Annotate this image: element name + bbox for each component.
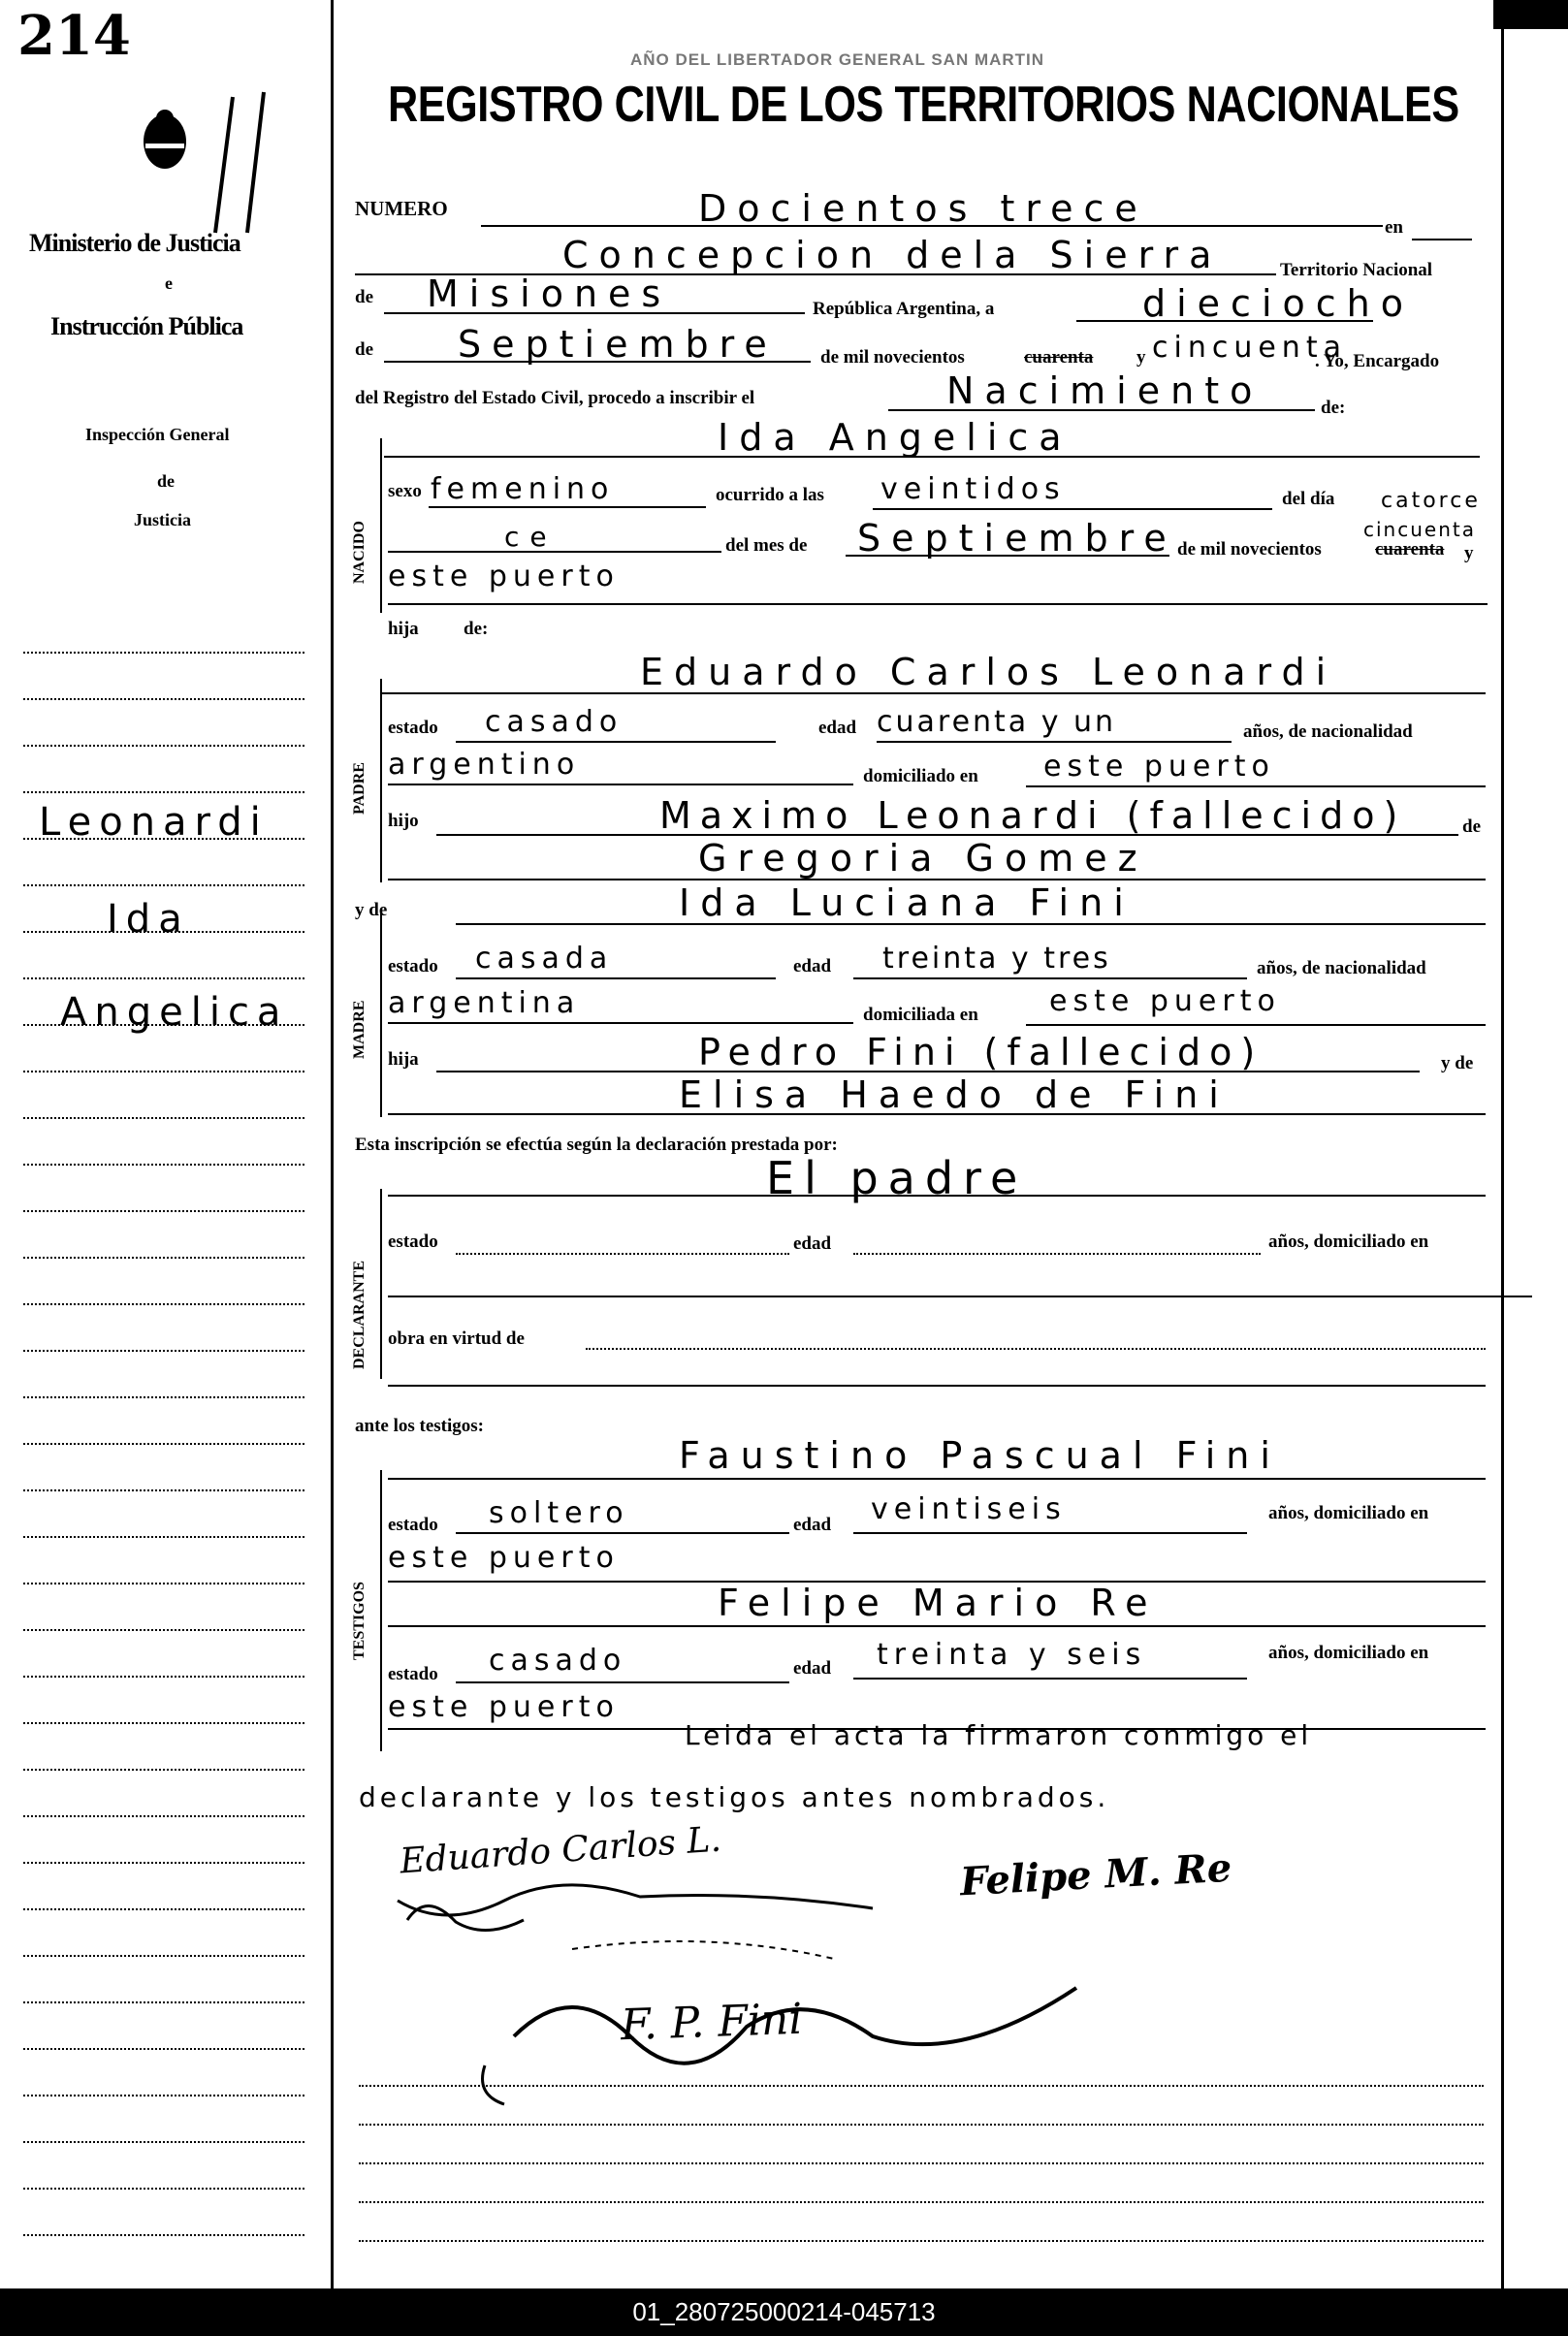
bracket-testigos (380, 1470, 382, 1751)
margin-ruled-line (23, 1350, 304, 1352)
body-ruled-line (359, 2124, 1484, 2126)
page-title: REGISTRO CIVIL DE LOS TERRITORIOS NACIONALES (388, 77, 1459, 133)
label-obra: obra en virtud de (388, 1328, 525, 1349)
label-decl-anos: años, domiciliado en (1268, 1232, 1429, 1252)
value-sexo[interactable]: femenino (431, 472, 615, 506)
margin-ruled-line (23, 1862, 304, 1864)
margin-ruled-line (23, 1164, 304, 1166)
label-madre-anos: años, de nacionalidad (1257, 958, 1426, 978)
image-id-footer: 01_280725000214-045713 (0, 2288, 1568, 2336)
value-numero[interactable]: Docientos trece (698, 187, 1148, 230)
margin-ruled-line (23, 1396, 304, 1398)
label-numero: NUMERO (355, 197, 448, 220)
inspection-line-2: de (157, 471, 175, 491)
value-madre-madre[interactable]: Elisa Haedo de Fini (679, 1073, 1230, 1116)
value-t2-edad[interactable]: treinta y seis (877, 1638, 1147, 1672)
margin-ruled-line (23, 1443, 304, 1445)
top-corner-shadow (1493, 0, 1568, 29)
label-y: y (1136, 347, 1146, 368)
value-t2-estado[interactable]: casado (489, 1644, 627, 1678)
label-de-mil: de mil novecientos (820, 347, 965, 368)
line-obra (586, 1348, 1486, 1350)
value-padre-estado[interactable]: casado (485, 705, 624, 739)
label-padre-anos: años, de nacionalidad (1243, 721, 1413, 742)
label-madre-hija: hija (388, 1049, 419, 1070)
label-de-mil-2: de mil novecientos (1177, 539, 1322, 560)
label-padre-estado: estado (388, 718, 438, 738)
margin-ruled-line (23, 652, 304, 654)
coat-of-arms-icon (136, 105, 194, 175)
label-t2-anos: años, domiciliado en (1268, 1643, 1429, 1663)
body-ruled-line (359, 2085, 1484, 2087)
margin-ruled-line (23, 698, 304, 700)
inspection-line-1: Inspección General (85, 425, 230, 444)
value-t1-estado[interactable]: soltero (489, 1496, 629, 1530)
line-madre-edad (853, 977, 1247, 979)
value-t2-domicilio[interactable]: este puerto (388, 1690, 620, 1724)
line-decl-estado (456, 1253, 789, 1255)
label-sexo: sexo (388, 481, 422, 501)
value-madre-nombre[interactable]: Ida Luciana Fini (679, 881, 1135, 924)
margin-ruled-line (23, 2234, 304, 2236)
label-t1-estado: estado (388, 1515, 438, 1535)
line-t1-estado (456, 1532, 789, 1534)
margin-ruled-line (23, 977, 304, 979)
line-testigo1-nombre (388, 1478, 1486, 1480)
margin-ruled-line (23, 1769, 304, 1771)
signature-1: Eduardo Carlos L. (398, 1819, 723, 1882)
line-madre-domicilio (1026, 1024, 1486, 1026)
margin-ruled-line (23, 1629, 304, 1631)
line-madre-nacionalidad (388, 1022, 853, 1024)
value-lugar[interactable]: Concepcion dela Sierra (562, 234, 1223, 276)
ministry-line-2: e (165, 273, 173, 293)
margin-surname: Leonardi (39, 800, 269, 845)
label-ocurrido: ocurrido a las (716, 485, 824, 505)
line-dia-nac (388, 551, 721, 553)
bracket-declarante (380, 1189, 382, 1379)
margin-ruled-line (23, 2141, 304, 2143)
label-de3: de: (464, 619, 489, 639)
label-madre-y-de: y de (1441, 1053, 1474, 1073)
value-t1-edad[interactable]: veintiseis (871, 1492, 1067, 1526)
margin-ruled-line (23, 2048, 304, 2050)
value-lugar-nac[interactable]: este puerto (388, 560, 620, 593)
line-padre-nacionalidad (388, 784, 853, 785)
label-republica: República Argentina, a (813, 299, 995, 319)
label-cuarenta-struck: cuarenta (1024, 347, 1094, 368)
label-padre-edad: edad (818, 718, 857, 738)
label-t1-anos: años, domiciliado en (1268, 1503, 1429, 1523)
value-madre-estado[interactable]: casada (475, 942, 614, 976)
margin-name-1: Ida (107, 897, 190, 942)
line-madre-estado (456, 977, 776, 979)
margin-ruled-line (23, 1955, 304, 1957)
inspection-line-3: Justicia (134, 510, 192, 529)
value-testigo2-nombre[interactable]: Felipe Mario Re (718, 1582, 1159, 1624)
margin-ruled-line (23, 1676, 304, 1678)
label-de2: de (355, 339, 373, 360)
bracket-nacido (380, 438, 382, 613)
value-nombre[interactable]: Ida Angelica (718, 416, 1072, 459)
value-dia-nac-2[interactable]: ce (504, 521, 558, 553)
line-decl-domicilio (388, 1296, 1532, 1297)
closing-line-1: Leida el acta la firmaron conmigo el (685, 1719, 1313, 1751)
value-hora[interactable]: veintidos (880, 472, 1066, 506)
side-label-madre: MADRE (351, 1000, 368, 1059)
label-territorio: Territorio Nacional (1280, 260, 1433, 280)
value-padre-edad[interactable]: cuarenta y un (877, 705, 1117, 739)
bracket-padre (380, 679, 382, 882)
line-en (1412, 239, 1472, 240)
line-t2-edad (853, 1678, 1247, 1680)
label-de-colon: de: (1321, 398, 1346, 418)
value-dia[interactable]: dieciocho (1142, 282, 1414, 325)
label-madre-edad: edad (793, 956, 832, 976)
margin-ruled-line (23, 1303, 304, 1305)
label-inscripcion: Esta inscripción se efectúa según la declaración prestada por: (355, 1135, 838, 1155)
right-page-edge (1501, 0, 1504, 2288)
label-ante: ante los testigos: (355, 1416, 484, 1436)
margin-ruled-line (23, 1583, 304, 1584)
value-t1-domicilio[interactable]: este puerto (388, 1541, 620, 1575)
signature-3: F. P. Fini (620, 1994, 804, 2051)
label-de: de (355, 287, 373, 307)
side-label-testigos: TESTIGOS (351, 1582, 368, 1660)
line-padre-edad (877, 741, 1232, 743)
value-anio-nac-correction[interactable]: cincuenta (1363, 518, 1476, 541)
value-acto[interactable]: Nacimiento (946, 369, 1264, 412)
label-del-mes: del mes de (725, 535, 808, 556)
margin-ruled-line (23, 745, 304, 747)
label-t2-estado: estado (388, 1664, 438, 1684)
line-decl-edad (853, 1253, 1261, 1255)
value-dia-nac-1[interactable]: catorce (1381, 489, 1481, 513)
label-del-registro: del Registro del Estado Civil, procedo a inscribir el (355, 388, 755, 408)
line-hora (873, 508, 1272, 510)
value-anio[interactable]: cincuenta (1152, 331, 1347, 365)
closing-line-2: declarante y los testigos antes nombrados. (359, 1781, 1110, 1813)
label-cuarenta-struck-2: cuarenta (1375, 539, 1445, 560)
label-decl-estado: estado (388, 1232, 438, 1252)
page-number: 214 (17, 4, 131, 68)
body-ruled-line (359, 2240, 1484, 2242)
label-madre-estado: estado (388, 956, 438, 976)
label-padre-hijo: hijo (388, 811, 419, 831)
label-t1-edad: edad (793, 1515, 832, 1535)
margin-ruled-line (23, 1815, 304, 1817)
side-label-declarante: DECLARANTE (351, 1260, 368, 1369)
label-en: en (1385, 217, 1403, 238)
label-hija: hija (388, 619, 419, 639)
label-y2: y (1464, 543, 1474, 563)
value-madre-edad[interactable]: treinta y tres (882, 942, 1111, 976)
label-madre-domicilio: domiciliada en (863, 1005, 978, 1025)
ministry-line-3: Instrucción Pública (50, 312, 243, 340)
value-padre-domicilio[interactable]: este puerto (1043, 750, 1275, 784)
line-t2-estado (456, 1681, 789, 1683)
label-y-de: y de (355, 900, 388, 920)
margin-ruled-line (23, 1071, 304, 1072)
value-padre-madre[interactable]: Gregoria Gomez (698, 837, 1148, 880)
margin-name-2: Angelica (60, 990, 289, 1035)
line-lugar-nac (388, 603, 1488, 605)
margin-ruled-line (23, 884, 304, 886)
side-label-padre: PADRE (351, 762, 368, 815)
value-testigo1-nombre[interactable]: Faustino Pascual Fini (679, 1434, 1281, 1477)
value-padre-nacionalidad[interactable]: argentino (388, 748, 581, 782)
value-padre-nombre[interactable]: Eduardo Carlos Leonardi (640, 651, 1337, 693)
label-t2-edad: edad (793, 1658, 832, 1679)
margin-ruled-line (23, 2001, 304, 2003)
line-obra-2 (388, 1385, 1486, 1387)
line-padre-domicilio (1026, 785, 1486, 787)
signature-2: Felipe M. Re (958, 1844, 1233, 1905)
body-ruled-line (359, 2201, 1484, 2203)
value-declarante[interactable]: El padre (766, 1152, 1028, 1204)
faint-stamp: AÑO DEL LIBERTADOR GENERAL SAN MARTIN (630, 50, 1045, 69)
label-decl-edad: edad (793, 1233, 832, 1254)
margin-ruled-line (23, 1908, 304, 1910)
ministry-line-1: Ministerio de Justicia (29, 229, 240, 257)
line-testigo2-nombre (388, 1625, 1486, 1627)
margin-ruled-line (23, 1722, 304, 1724)
margin-ruled-line (23, 1257, 304, 1259)
margin-ruled-line (23, 1210, 304, 1212)
label-del-dia: del día (1282, 489, 1335, 509)
line-padre-estado (456, 741, 776, 743)
left-margin-border (331, 0, 334, 2288)
value-territorio[interactable]: Misiones (427, 272, 672, 315)
value-madre-domicilio[interactable]: este puerto (1049, 984, 1281, 1018)
value-madre-padre[interactable]: Pedro Fini (fallecido) (698, 1031, 1264, 1073)
label-padre-domicilio: domiciliado en (863, 766, 978, 786)
side-label-nacido: NACIDO (351, 521, 368, 584)
value-mes[interactable]: Septiembre (458, 323, 778, 366)
line-t1-edad (853, 1532, 1247, 1534)
margin-ruled-line (23, 1536, 304, 1538)
label-padre-de: de (1462, 816, 1481, 837)
bracket-madre (380, 913, 382, 1117)
value-madre-nacionalidad[interactable]: argentina (388, 986, 581, 1020)
body-ruled-line (359, 2162, 1484, 2164)
line-sexo (429, 506, 706, 508)
margin-ruled-line (23, 1489, 304, 1491)
margin-ruled-line (23, 1117, 304, 1119)
margin-pen-strokes (194, 87, 272, 242)
margin-ruled-line (23, 791, 304, 793)
value-mes-nac[interactable]: Septiembre (857, 517, 1177, 560)
margin-ruled-line (23, 2188, 304, 2190)
value-padre-padre[interactable]: Maximo Leonardi (fallecido) (659, 794, 1407, 837)
margin-ruled-line (23, 2095, 304, 2096)
label-yo: . Yo, Encargado (1315, 351, 1440, 371)
